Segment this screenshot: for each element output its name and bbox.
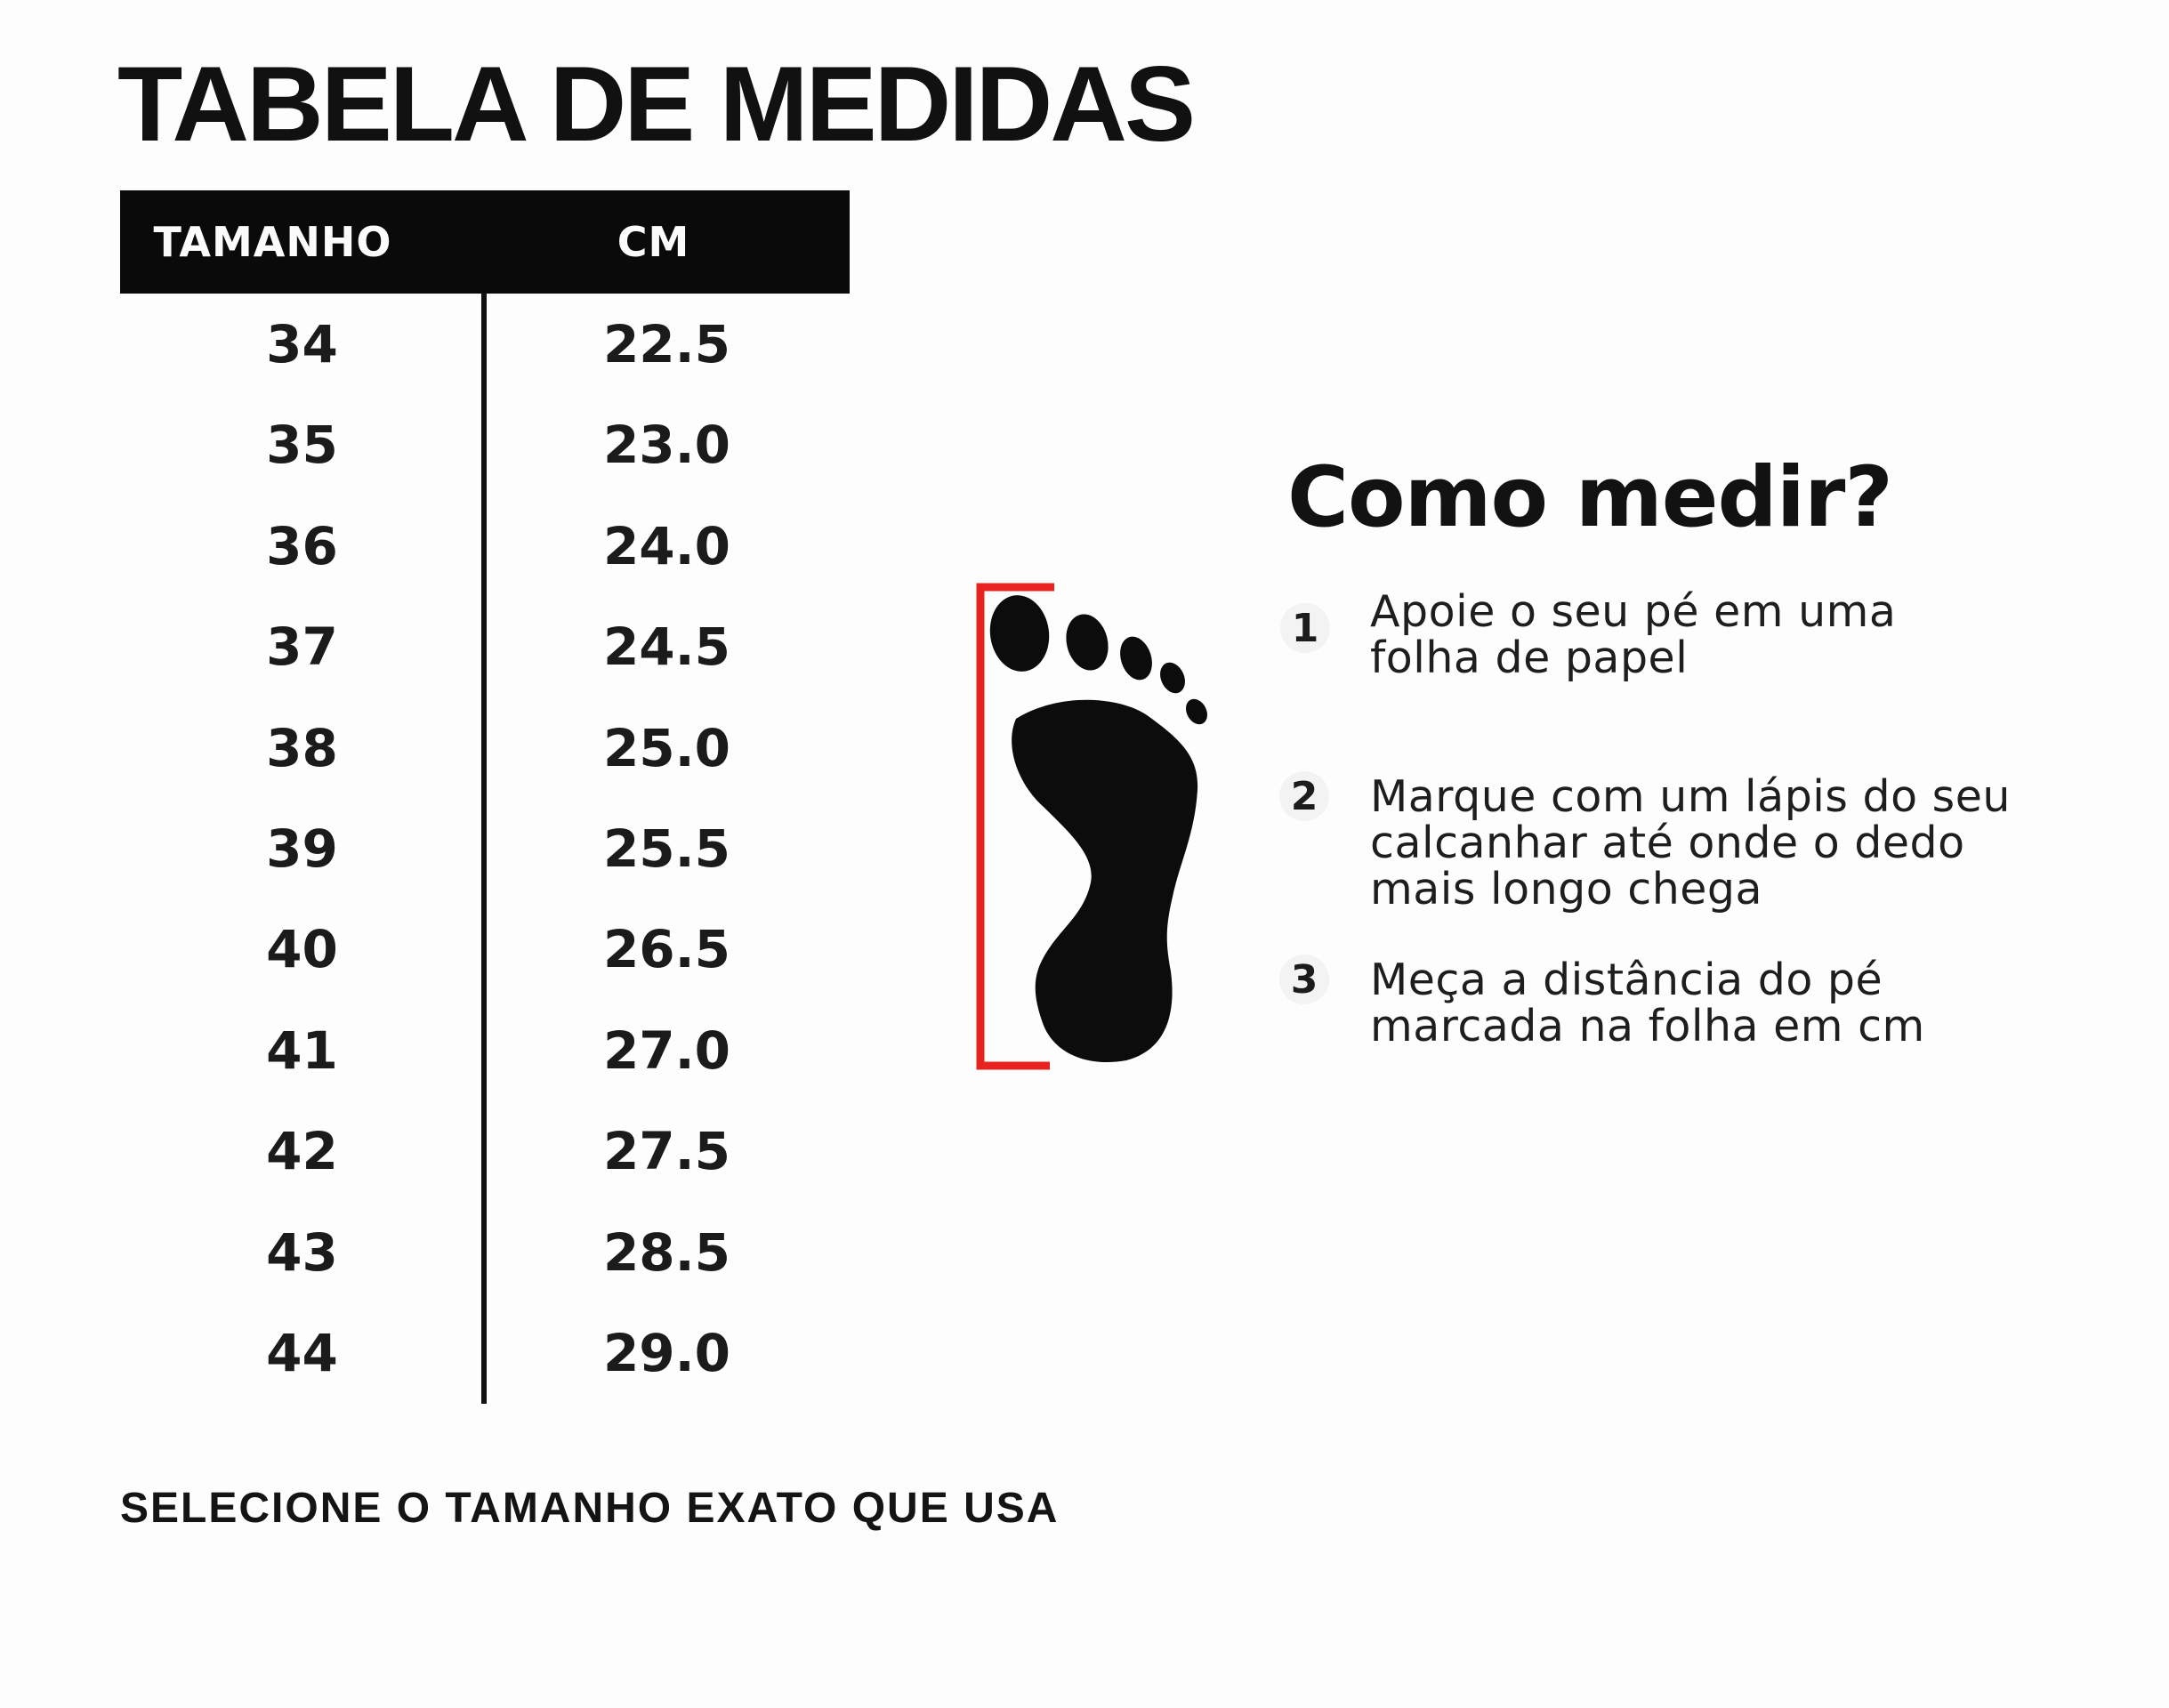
step-number: 1 [1291,605,1319,651]
cm-value: 27.0 [602,1019,731,1081]
step-line: mais longo chega [1370,864,1763,914]
step-line: marcada na folha em cm [1370,1001,1925,1051]
size-value: 42 [266,1121,338,1182]
step-number-badge [1279,771,1329,821]
size-value: 35 [266,415,338,476]
cm-value: 28.5 [602,1221,731,1283]
cm-value: 26.5 [602,919,731,980]
page-title: TABELA DE MEDIDAS [117,44,1193,164]
cm-value: 22.5 [602,313,731,375]
cm-value: 25.5 [602,818,731,879]
table-column-divider [481,294,487,1404]
step-instruction [1370,771,2011,914]
step-line: Apoie o seu pé em uma [1370,586,1897,637]
cm-value: 23.0 [602,415,731,476]
size-value: 40 [266,919,338,980]
step-instruction [1370,957,1925,1050]
cm-value: 29.0 [602,1323,731,1384]
column-header-tamanho: TAMANHO [153,218,392,266]
step-line: Meça a distância do pé [1370,955,1883,1005]
cm-value: 24.5 [602,616,731,678]
size-value: 36 [266,515,338,576]
size-value: 41 [266,1019,338,1081]
step-number: 3 [1290,956,1318,1003]
size-value: 38 [266,717,338,778]
size-value: 34 [266,313,338,375]
step-instruction [1370,586,1897,683]
footprint-icon [985,592,1211,1062]
size-value: 44 [266,1323,338,1384]
footprint-measure-illustration [961,569,1308,1085]
step-number-badge [1280,603,1330,653]
step-line: folha de papel [1370,632,1689,683]
size-value: 43 [266,1221,338,1283]
cm-value: 24.0 [602,515,731,576]
size-value: 37 [266,616,338,678]
column-header-cm: CM [617,218,690,266]
size-value: 39 [266,818,338,879]
cm-value: 25.0 [602,717,731,778]
cm-value: 27.5 [602,1121,731,1182]
table-header-bar [120,190,850,294]
step-number: 2 [1290,773,1318,819]
step-line: calcanhar até onde o dedo [1370,818,1965,868]
step-line: Marque com um lápis do seu [1370,771,2011,822]
step-number-badge [1279,955,1329,1004]
how-to-measure-heading: Como medir? [1287,449,1892,546]
select-size-note: SELECIONE O TAMANHO EXATO QUE USA [120,1485,1060,1532]
